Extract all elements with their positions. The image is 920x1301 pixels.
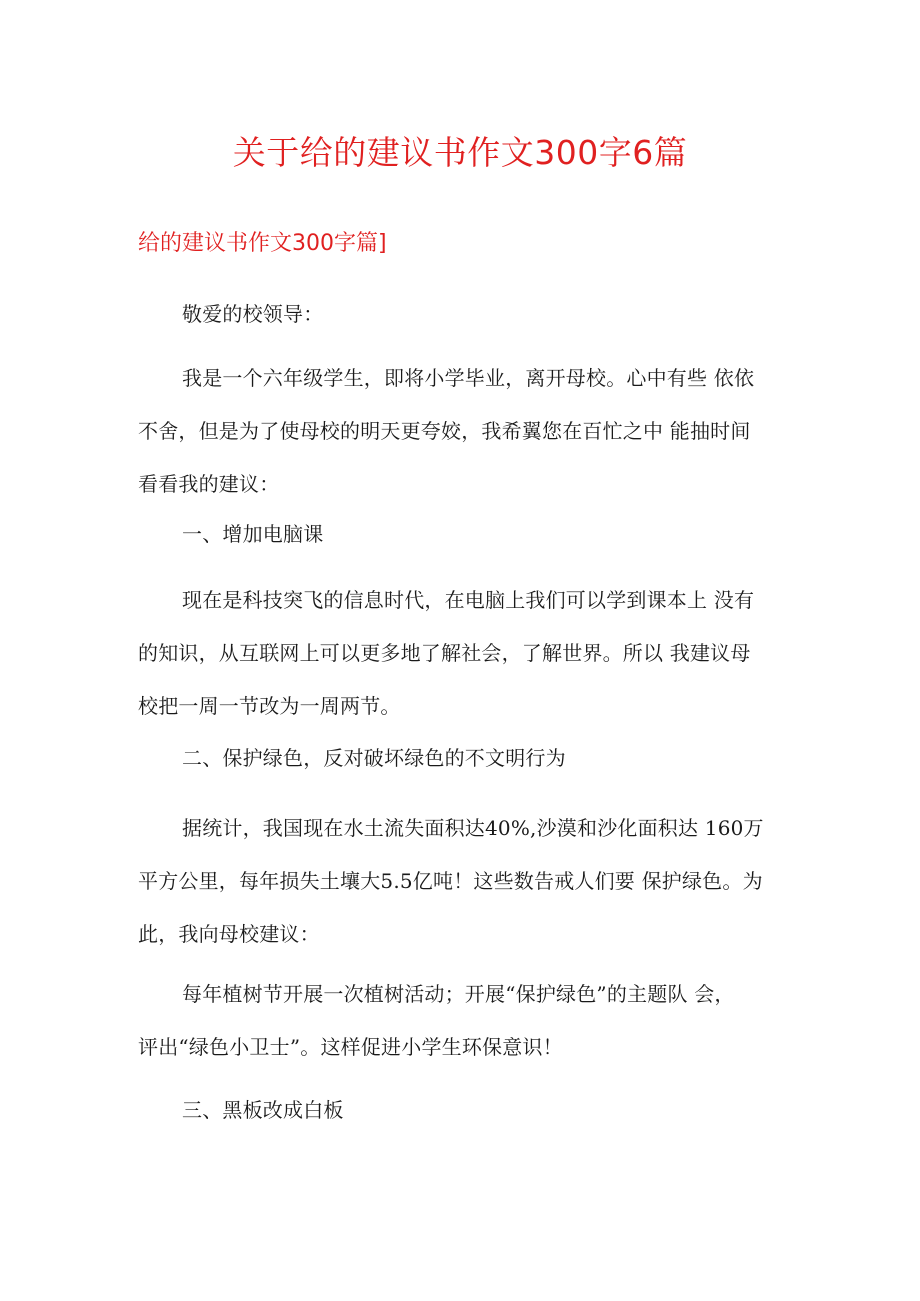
paragraph-line: 据统计，我国现在水土流失面积达40%,沙漠和沙化面积达 160万 <box>182 816 764 840</box>
point-body-protect-green <box>138 802 798 961</box>
paragraph-line: 二、保护绿色，反对破坏绿色的不文明行为 <box>182 746 566 770</box>
paragraph-line: 不舍，但是为了使母校的明天更夸姣，我希翼您在百忙之中 能抽时间 <box>138 419 751 443</box>
paragraph-line: 平方公里，每年损失土壤大5.5亿吨！这些数告戒人们要 保护绿色。为 <box>138 869 763 893</box>
point-heading-computer-class <box>138 508 798 561</box>
point-heading-protect-green <box>138 732 798 785</box>
paragraph-line: 此，我向母校建议： <box>138 922 320 946</box>
point-body-computer-class <box>138 574 798 733</box>
section-heading: 给的建议书作文300字篇] <box>138 231 387 256</box>
paragraph-line: 每年植树节开展一次植树活动；开展“保护绿色”的主题队 会， <box>182 982 735 1006</box>
paragraph-line: 评出“绿色小卫士”。这样促进小学生环保意识！ <box>138 1035 563 1059</box>
paragraph-line: 看看我的建议： <box>138 472 280 496</box>
intro-paragraph <box>138 352 798 511</box>
paragraph-line: 一、增加电脑课 <box>182 522 324 546</box>
paragraph-line: 的知识，从互联网上可以更多地了解社会，了解世界。所以 我建议母 <box>138 641 751 665</box>
point-heading-whiteboard <box>138 1084 798 1137</box>
paragraph-line: 校把一周一节改为一周两节。 <box>138 694 401 718</box>
greeting-paragraph <box>138 288 798 341</box>
paragraph-line: 敬爱的校领导： <box>182 302 324 326</box>
document-title: 关于给的建议书作文300字6篇 <box>232 133 688 172</box>
paragraph-line: 现在是科技突飞的信息时代，在电脑上我们可以学到课本上 没有 <box>182 588 755 612</box>
point-suggestion-tree-planting <box>138 968 798 1074</box>
paragraph-line: 三、黑板改成白板 <box>182 1098 344 1122</box>
paragraph-line: 我是一个六年级学生，即将小学毕业，离开母校。心中有些 依依 <box>182 366 755 390</box>
